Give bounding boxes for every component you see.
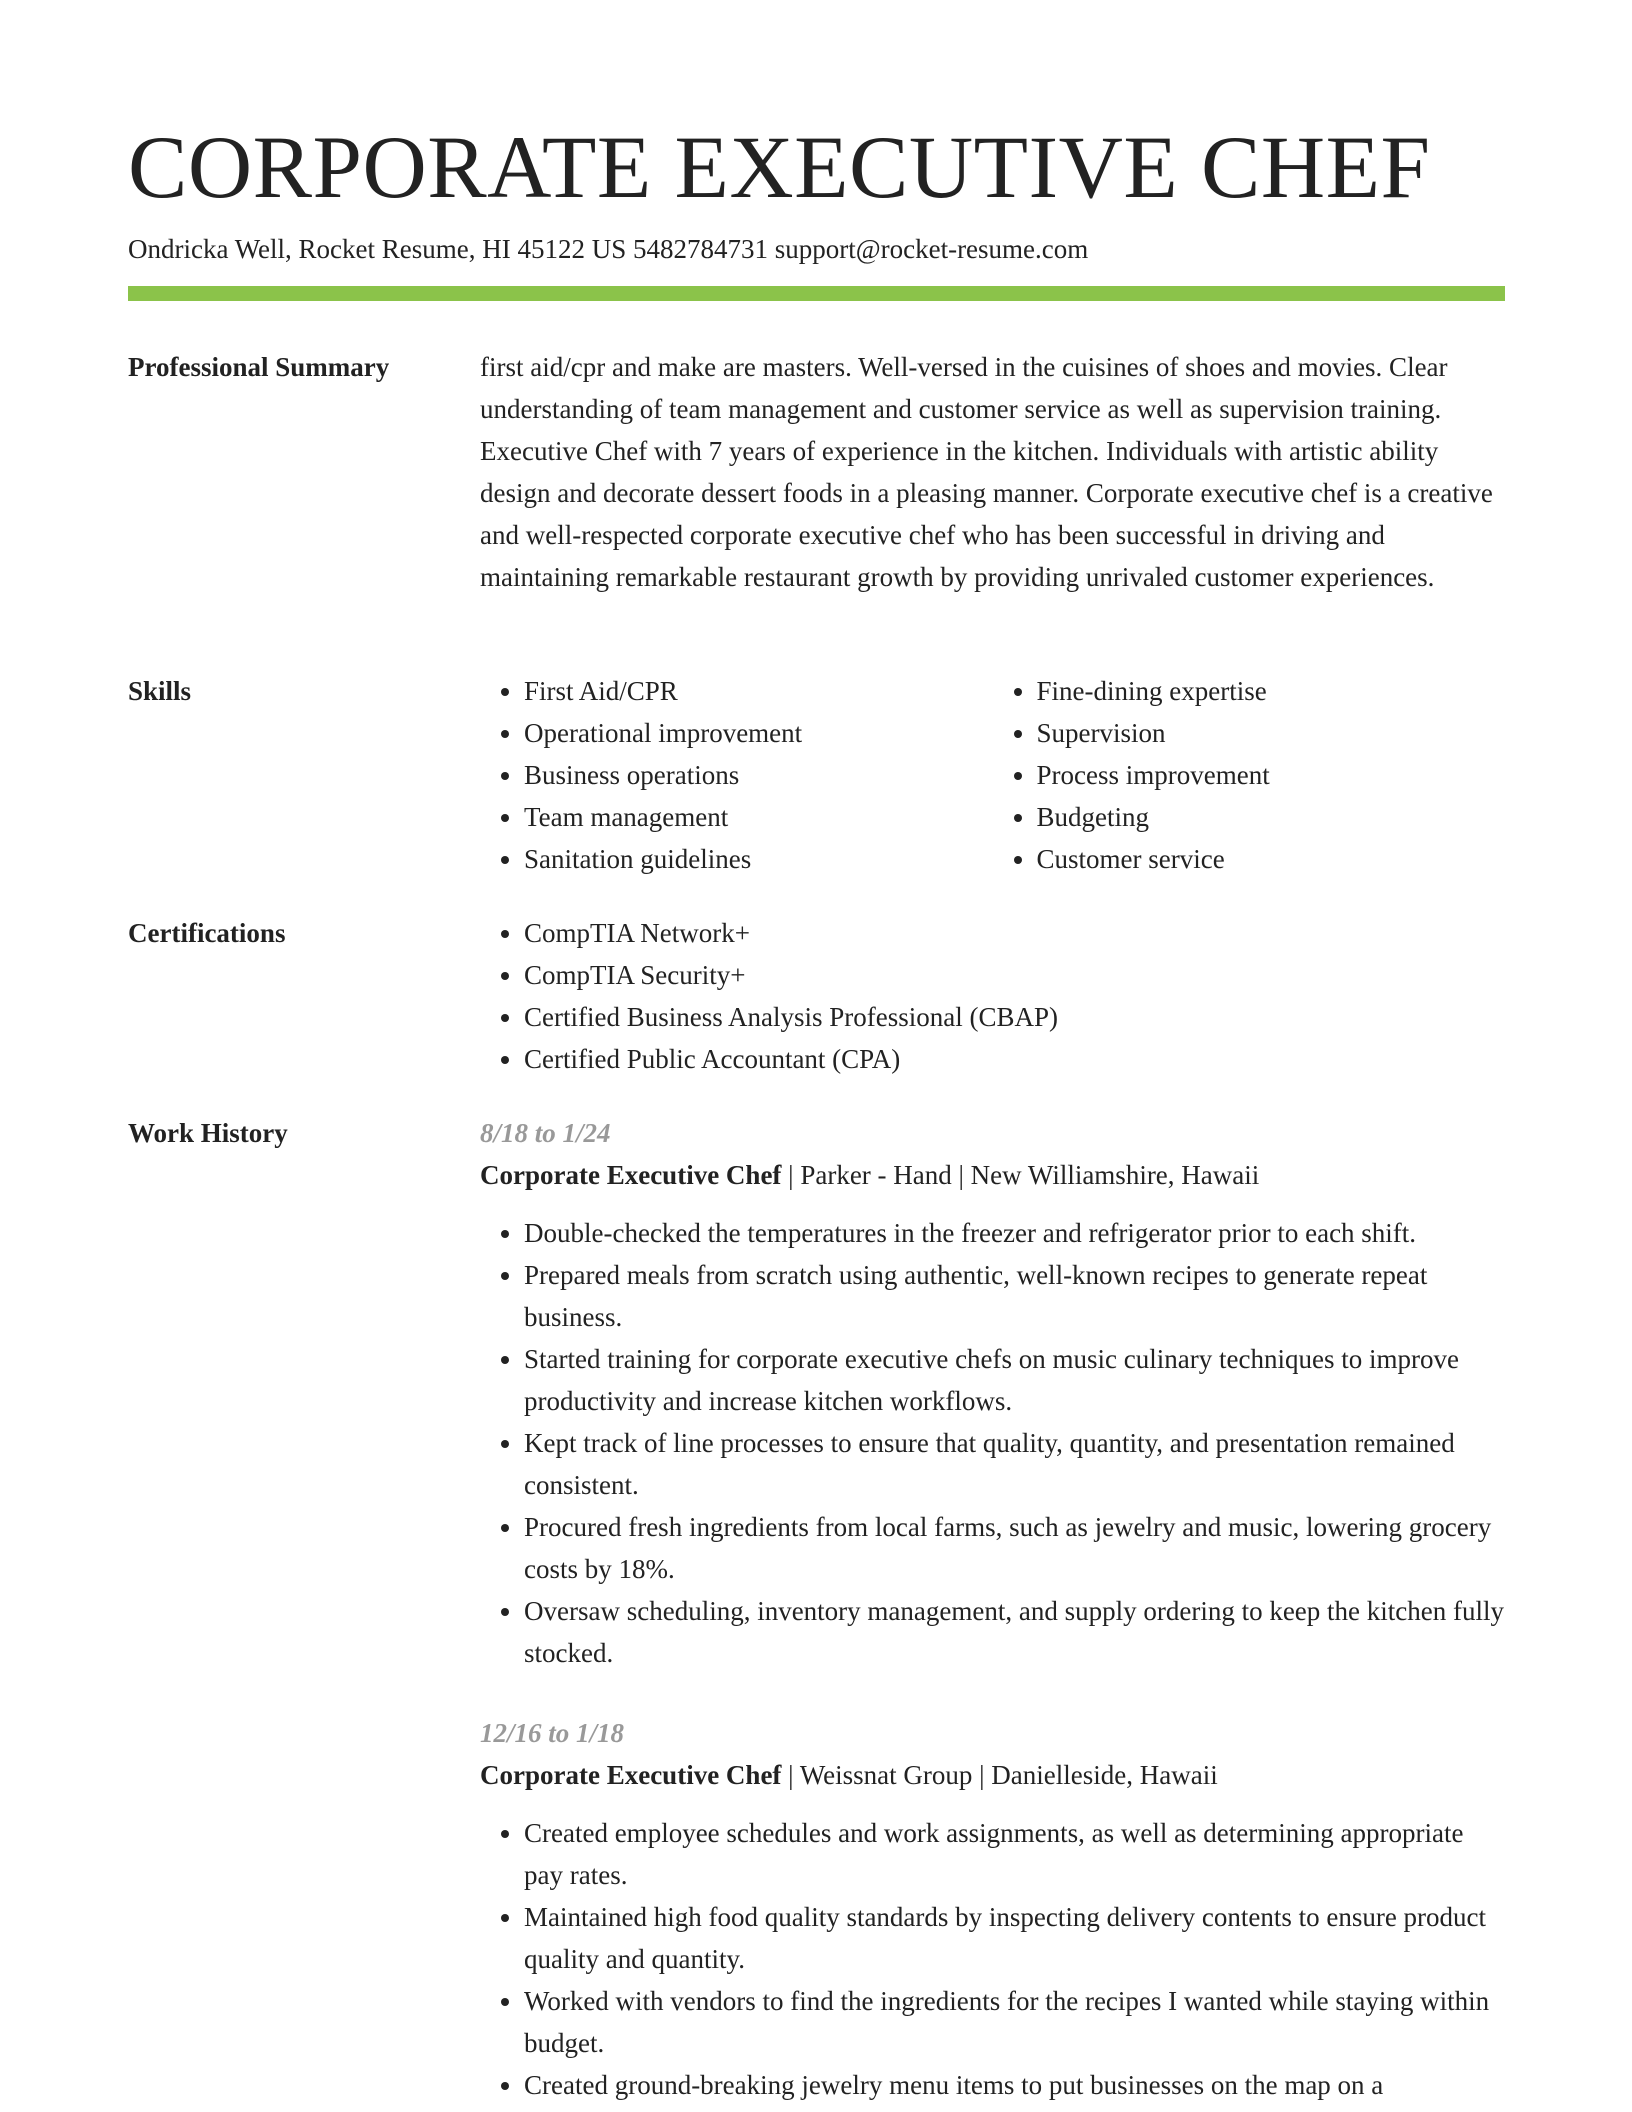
job-details: | Parker - Hand | New Williamshire, Hawaii [781, 1160, 1260, 1190]
skill-item: • Team management [524, 796, 993, 838]
certification-item: • Certified Business Analysis Professional (CBAP) [524, 996, 1505, 1038]
job-role: Corporate Executive Chef [480, 1160, 782, 1190]
skill-item: • Operational improvement [524, 712, 993, 754]
job-bullet: • Started training for corporate executive chefs on music culinary techniques to improve productivity and increase kitchen workflows. [524, 1338, 1505, 1422]
skill-item: • Supervision [1037, 712, 1506, 754]
skill-item: • Budgeting [1037, 796, 1506, 838]
certifications-heading: Certifications [128, 918, 286, 948]
skill-item: • Process improvement [1037, 754, 1506, 796]
job-bullet: • Oversaw scheduling, inventory management, and supply ordering to keep the kitchen fully stocked. [524, 1590, 1505, 1674]
certification-item: • CompTIA Network+ [524, 912, 1505, 954]
job-heading [480, 1754, 1505, 1796]
job-dates: 8/18 to 1/24 [480, 1118, 611, 1148]
job-bullet: • Maintained high food quality standards by inspecting delivery contents to ensure product quality and quantity. [524, 1896, 1505, 1980]
work-history-heading: Work History [128, 1118, 288, 1148]
job-dates: 12/16 to 1/18 [480, 1718, 625, 1748]
job-bullet: • Created employee schedules and work assignments, as well as determining appropriate pay rates. [524, 1812, 1505, 1896]
resume-title: CORPORATE EXECUTIVE CHEF [128, 119, 1431, 217]
certification-item: • CompTIA Security+ [524, 954, 1505, 996]
job-bullet: • Created ground-breaking jewelry menu items to put businesses on the map on a [524, 2064, 1505, 2106]
skills-heading: Skills [128, 676, 192, 706]
job-bullets [480, 1812, 1505, 2106]
job-heading [480, 1154, 1505, 1196]
skill-item: • Customer service [1037, 838, 1506, 880]
summary-heading: Professional Summary [128, 352, 390, 382]
skill-item: • Sanitation guidelines [524, 838, 993, 880]
skills-list-right [993, 670, 1506, 880]
summary-text: first aid/cpr and make are masters. Well-versed in the cuisines of shoes and movies. Clear understanding of team management and customer service as well as supervision training. Executive Chef with 7 years of experience in the kitchen. Individuals with artistic ability design and decorate dessert foods in a pleasing manner. Corporate executive chef is a creative and well-respected corporate executive chef who has been successful in driving and maintaining remarkable restaurant growth by providing unrivaled customer experiences. [480, 352, 1493, 592]
job-bullet: • Prepared meals from scratch using authentic, well-known recipes to generate repeat business. [524, 1254, 1505, 1338]
skill-item: • Fine-dining expertise [1037, 670, 1506, 712]
job-bullet: • Procured fresh ingredients from local farms, such as jewelry and music, lowering grocery costs by 18%. [524, 1506, 1505, 1590]
job-bullet: • Worked with vendors to find the ingredients for the recipes I wanted while staying within budget. [524, 1980, 1505, 2064]
job-details: | Weissnat Group | Danielleside, Hawaii [781, 1760, 1218, 1790]
skill-item: • Business operations [524, 754, 993, 796]
job-entry [480, 1112, 1505, 1674]
job-entry [480, 1712, 1505, 2106]
skills-grid [480, 670, 1505, 880]
skills-list-left [480, 670, 993, 880]
job-bullet: • Kept track of line processes to ensure that quality, quantity, and presentation remained consistent. [524, 1422, 1505, 1506]
job-role: Corporate Executive Chef [480, 1760, 782, 1790]
contact-line: Ondricka Well, Rocket Resume, HI 45122 US 5482784731 support@rocket-resume.com [128, 234, 1089, 264]
accent-divider [128, 286, 1505, 301]
certification-item: • Certified Public Accountant (CPA) [524, 1038, 1505, 1080]
skill-item: • First Aid/CPR [524, 670, 993, 712]
job-bullet: • Double-checked the temperatures in the freezer and refrigerator prior to each shift. [524, 1212, 1505, 1254]
certifications-list [480, 912, 1505, 1080]
job-bullets [480, 1212, 1505, 1674]
